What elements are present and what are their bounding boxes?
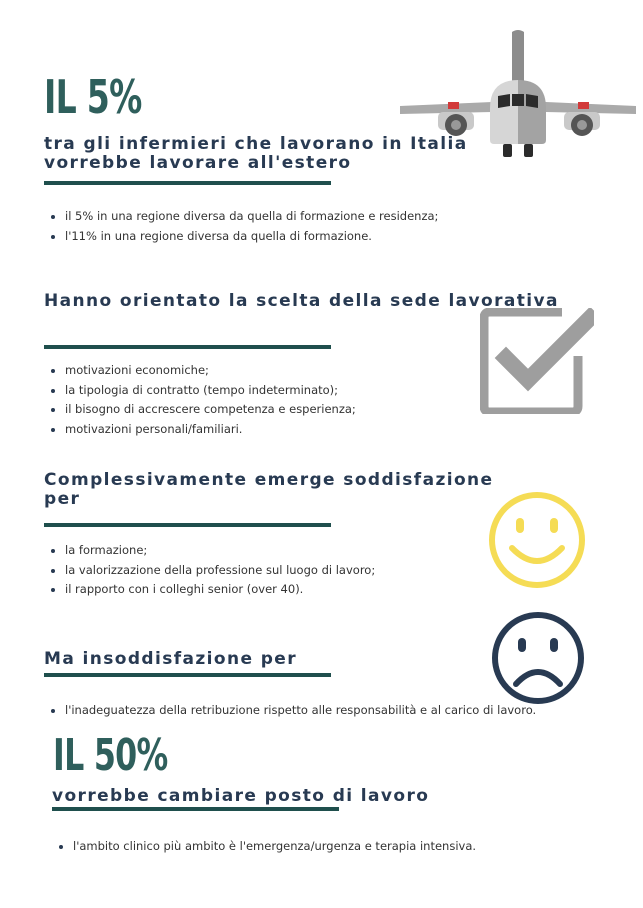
list-item: • la formazione;	[65, 541, 375, 561]
list-item: • l'11% in una regione diversa da quella di formazione.	[65, 227, 438, 247]
section3-heading-line2: per	[44, 489, 81, 509]
list-item: • motivazioni personali/familiari.	[65, 420, 356, 440]
sad-face-icon	[490, 610, 586, 706]
section1-heading-line1: tra gli infermieri che lavorano in Italia	[44, 134, 468, 154]
section4-list	[48, 701, 536, 721]
section3-rule	[44, 523, 331, 527]
list-item: • il rapporto con i colleghi senior (over 40).	[65, 580, 375, 600]
section1-list	[48, 207, 438, 246]
section1-heading-line2: vorrebbe lavorare all'estero	[44, 153, 352, 173]
smiley-face-icon	[487, 490, 587, 590]
section2-rule	[44, 345, 331, 349]
list-item: • il 5% in una regione diversa da quella di formazione e residenza;	[65, 207, 438, 227]
list-item: • la tipologia di contratto (tempo indeterminato);	[65, 381, 356, 401]
section2-heading: Hanno orientato la scelta della sede lavorativa	[44, 291, 559, 311]
stat-50-percent: IL 50%	[53, 730, 168, 781]
section5-rule	[52, 807, 339, 811]
list-item: • l'inadeguatezza della retribuzione rispetto alle responsabilità e al carico di lavoro.	[65, 701, 536, 721]
list-item: • il bisogno di accrescere competenza e esperienza;	[65, 400, 356, 420]
section5-heading: vorrebbe cambiare posto di lavoro	[52, 786, 430, 806]
section2-list	[48, 361, 356, 439]
stat-5-percent: IL 5%	[44, 70, 142, 124]
section4-rule	[44, 673, 331, 677]
section3-list	[48, 541, 375, 600]
list-item: • la valorizzazione della professione sul luogo di lavoro;	[65, 561, 375, 581]
list-item: • motivazioni economiche;	[65, 361, 356, 381]
list-item: • l'ambito clinico più ambito è l'emergenza/urgenza e terapia intensiva.	[73, 837, 476, 857]
section3-heading	[44, 471, 494, 509]
section3-heading-line1: Complessivamente emerge soddisfazione	[44, 470, 494, 490]
checkmark-icon	[480, 308, 594, 414]
section1-rule	[44, 181, 331, 185]
section1-heading	[44, 135, 468, 173]
section5-list	[56, 837, 476, 857]
section4-heading: Ma insoddisfazione per	[44, 649, 298, 669]
